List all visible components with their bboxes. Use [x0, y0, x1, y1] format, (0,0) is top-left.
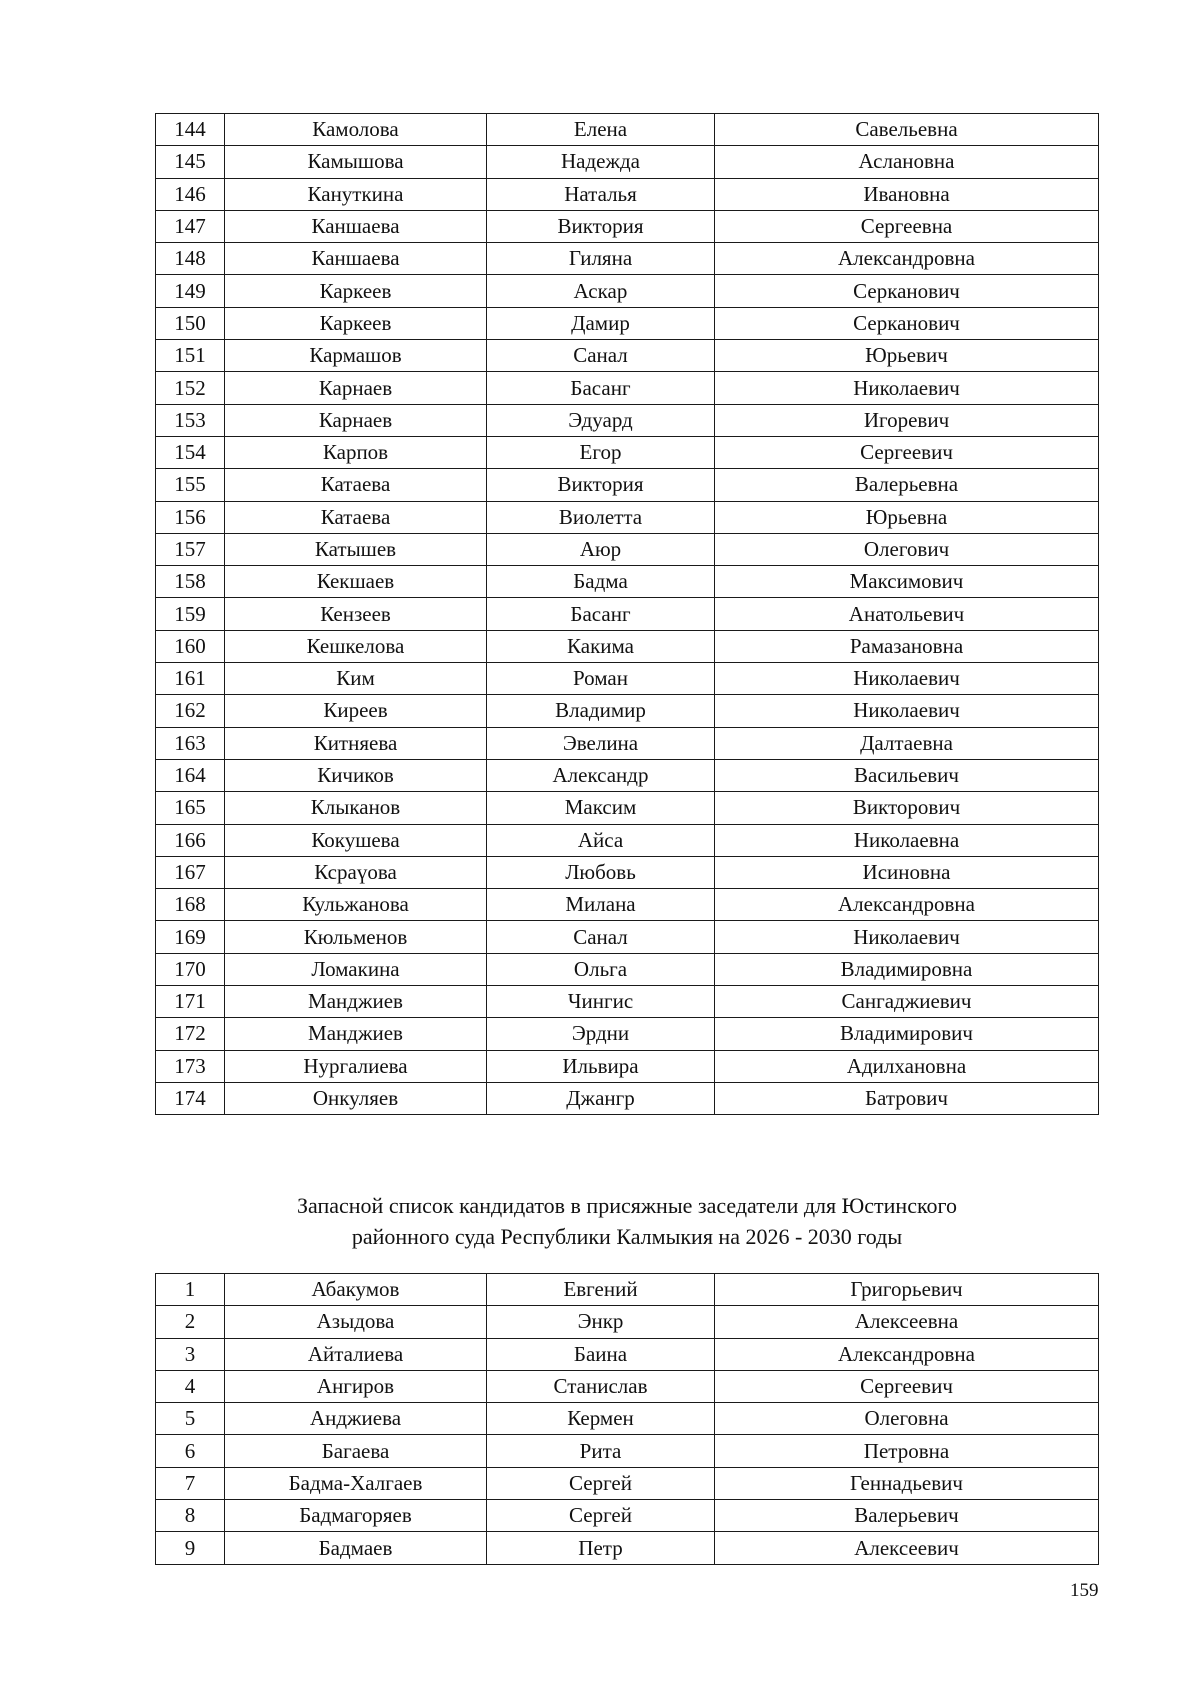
patronymic-cell: Адилхановна — [715, 1050, 1099, 1082]
first-name-cell: Аскар — [487, 275, 715, 307]
row-number-cell: 146 — [156, 178, 225, 210]
patronymic-cell: Николаевич — [715, 695, 1099, 727]
row-number-cell: 148 — [156, 243, 225, 275]
last-name-cell: Киреев — [225, 695, 487, 727]
table-row — [156, 1306, 1099, 1338]
first-name-cell: Дамир — [487, 307, 715, 339]
last-name-cell: Кекшаев — [225, 566, 487, 598]
last-name-cell: Катаева — [225, 469, 487, 501]
table-row — [156, 824, 1099, 856]
first-name-cell: Евгений — [487, 1274, 715, 1306]
row-number-cell: 6 — [156, 1435, 225, 1467]
table-row — [156, 1500, 1099, 1532]
row-number-cell: 158 — [156, 566, 225, 598]
patronymic-cell: Батрович — [715, 1082, 1099, 1114]
patronymic-cell: Серканович — [715, 307, 1099, 339]
row-number-cell: 172 — [156, 1018, 225, 1050]
table-row — [156, 501, 1099, 533]
patronymic-cell: Сангаджиевич — [715, 986, 1099, 1018]
last-name-cell: Кармашов — [225, 340, 487, 372]
first-name-cell: Баина — [487, 1338, 715, 1370]
first-name-cell: Наталья — [487, 178, 715, 210]
main-candidates-table — [155, 113, 1099, 1115]
table-row — [156, 792, 1099, 824]
last-name-cell: Кюльменов — [225, 921, 487, 953]
patronymic-cell: Сергеевич — [715, 436, 1099, 468]
row-number-cell: 168 — [156, 889, 225, 921]
patronymic-cell: Рамазановна — [715, 630, 1099, 662]
table-row — [156, 533, 1099, 565]
reserve-candidates-table — [155, 1273, 1099, 1565]
table-row — [156, 1274, 1099, 1306]
last-name-cell: Ксраүова — [225, 856, 487, 888]
row-number-cell: 167 — [156, 856, 225, 888]
last-name-cell: Ломакина — [225, 953, 487, 985]
patronymic-cell: Васильевич — [715, 759, 1099, 791]
first-name-cell: Сергей — [487, 1500, 715, 1532]
last-name-cell: Каншаева — [225, 210, 487, 242]
first-name-cell: Владимир — [487, 695, 715, 727]
row-number-cell: 156 — [156, 501, 225, 533]
table-row — [156, 1338, 1099, 1370]
last-name-cell: Абакумов — [225, 1274, 487, 1306]
patronymic-cell: Александровна — [715, 243, 1099, 275]
last-name-cell: Онкуляев — [225, 1082, 487, 1114]
patronymic-cell: Сергеевич — [715, 1370, 1099, 1402]
last-name-cell: Анджиева — [225, 1403, 487, 1435]
first-name-cell: Рита — [487, 1435, 715, 1467]
main-candidates-table-body — [156, 114, 1099, 1115]
last-name-cell: Каркеев — [225, 307, 487, 339]
last-name-cell: Азыдова — [225, 1306, 487, 1338]
first-name-cell: Роман — [487, 663, 715, 695]
first-name-cell: Надежда — [487, 146, 715, 178]
patronymic-cell: Николаевна — [715, 824, 1099, 856]
first-name-cell: Басанг — [487, 598, 715, 630]
table-row — [156, 856, 1099, 888]
row-number-cell: 150 — [156, 307, 225, 339]
row-number-cell: 157 — [156, 533, 225, 565]
row-number-cell: 164 — [156, 759, 225, 791]
first-name-cell: Гиляна — [487, 243, 715, 275]
first-name-cell: Сергей — [487, 1467, 715, 1499]
row-number-cell: 169 — [156, 921, 225, 953]
row-number-cell: 171 — [156, 986, 225, 1018]
first-name-cell: Санал — [487, 340, 715, 372]
patronymic-cell: Аслановна — [715, 146, 1099, 178]
last-name-cell: Карпов — [225, 436, 487, 468]
table-row — [156, 1467, 1099, 1499]
last-name-cell: Бадмагоряев — [225, 1500, 487, 1532]
table-row — [156, 598, 1099, 630]
row-number-cell: 160 — [156, 630, 225, 662]
table-row — [156, 695, 1099, 727]
row-number-cell: 155 — [156, 469, 225, 501]
table-row — [156, 114, 1099, 146]
first-name-cell: Александр — [487, 759, 715, 791]
last-name-cell: Камолова — [225, 114, 487, 146]
last-name-cell: Бадмаев — [225, 1532, 487, 1564]
patronymic-cell: Олегович — [715, 533, 1099, 565]
patronymic-cell: Викторович — [715, 792, 1099, 824]
row-number-cell: 2 — [156, 1306, 225, 1338]
patronymic-cell: Максимович — [715, 566, 1099, 598]
last-name-cell: Клыканов — [225, 792, 487, 824]
table-row — [156, 469, 1099, 501]
row-number-cell: 174 — [156, 1082, 225, 1114]
last-name-cell: Нургалиева — [225, 1050, 487, 1082]
last-name-cell: Карнаев — [225, 372, 487, 404]
row-number-cell: 161 — [156, 663, 225, 695]
last-name-cell: Кульжанова — [225, 889, 487, 921]
last-name-cell: Катаева — [225, 501, 487, 533]
first-name-cell: Бадма — [487, 566, 715, 598]
last-name-cell: Манджиев — [225, 1018, 487, 1050]
first-name-cell: Чингис — [487, 986, 715, 1018]
first-name-cell: Милана — [487, 889, 715, 921]
table-row — [156, 727, 1099, 759]
first-name-cell: Ольга — [487, 953, 715, 985]
first-name-cell: Эдуард — [487, 404, 715, 436]
first-name-cell: Ильвира — [487, 1050, 715, 1082]
first-name-cell: Кермен — [487, 1403, 715, 1435]
patronymic-cell: Олеговна — [715, 1403, 1099, 1435]
table-row — [156, 146, 1099, 178]
first-name-cell: Петр — [487, 1532, 715, 1564]
patronymic-cell: Савельевна — [715, 114, 1099, 146]
patronymic-cell: Юрьевич — [715, 340, 1099, 372]
first-name-cell: Егор — [487, 436, 715, 468]
table-row — [156, 1403, 1099, 1435]
table-row — [156, 404, 1099, 436]
patronymic-cell: Алексеевна — [715, 1306, 1099, 1338]
row-number-cell: 9 — [156, 1532, 225, 1564]
row-number-cell: 4 — [156, 1370, 225, 1402]
last-name-cell: Катышев — [225, 533, 487, 565]
patronymic-cell: Далтаевна — [715, 727, 1099, 759]
table-row — [156, 663, 1099, 695]
table-row — [156, 243, 1099, 275]
table-row — [156, 210, 1099, 242]
last-name-cell: Бадма-Халгаев — [225, 1467, 487, 1499]
patronymic-cell: Александровна — [715, 889, 1099, 921]
table-row — [156, 307, 1099, 339]
table-row — [156, 921, 1099, 953]
first-name-cell: Виолетта — [487, 501, 715, 533]
last-name-cell: Манджиев — [225, 986, 487, 1018]
row-number-cell: 152 — [156, 372, 225, 404]
last-name-cell: Багаева — [225, 1435, 487, 1467]
last-name-cell: Карнаев — [225, 404, 487, 436]
row-number-cell: 1 — [156, 1274, 225, 1306]
row-number-cell: 154 — [156, 436, 225, 468]
last-name-cell: Китняева — [225, 727, 487, 759]
first-name-cell: Виктория — [487, 210, 715, 242]
patronymic-cell: Николаевич — [715, 663, 1099, 695]
last-name-cell: Кануткина — [225, 178, 487, 210]
patronymic-cell: Исиновна — [715, 856, 1099, 888]
first-name-cell: Энкр — [487, 1306, 715, 1338]
patronymic-cell: Александровна — [715, 1338, 1099, 1370]
row-number-cell: 8 — [156, 1500, 225, 1532]
reserve-list-heading-line-2: районного суда Республики Калмыкия на 2026 - 2030 годы — [351, 1224, 903, 1249]
first-name-cell: Елена — [487, 114, 715, 146]
reserve-candidates-table-body — [156, 1274, 1099, 1565]
row-number-cell: 165 — [156, 792, 225, 824]
table-row — [156, 372, 1099, 404]
patronymic-cell: Анатольевич — [715, 598, 1099, 630]
row-number-cell: 173 — [156, 1050, 225, 1082]
page-number: 159 — [1070, 1580, 1099, 1601]
table-row — [156, 630, 1099, 662]
last-name-cell: Кичиков — [225, 759, 487, 791]
first-name-cell: Любовь — [487, 856, 715, 888]
last-name-cell: Каншаева — [225, 243, 487, 275]
patronymic-cell: Ивановна — [715, 178, 1099, 210]
patronymic-cell: Алексеевич — [715, 1532, 1099, 1564]
patronymic-cell: Николаевич — [715, 921, 1099, 953]
last-name-cell: Камышова — [225, 146, 487, 178]
table-row — [156, 1532, 1099, 1564]
last-name-cell: Каркеев — [225, 275, 487, 307]
patronymic-cell: Валерьевич — [715, 1500, 1099, 1532]
patronymic-cell: Петровна — [715, 1435, 1099, 1467]
table-row — [156, 1050, 1099, 1082]
last-name-cell: Ким — [225, 663, 487, 695]
table-row — [156, 178, 1099, 210]
last-name-cell: Кензеев — [225, 598, 487, 630]
first-name-cell: Станислав — [487, 1370, 715, 1402]
row-number-cell: 159 — [156, 598, 225, 630]
last-name-cell: Ангиров — [225, 1370, 487, 1402]
patronymic-cell: Владимировна — [715, 953, 1099, 985]
row-number-cell: 149 — [156, 275, 225, 307]
reserve-list-heading-line-1: Запасной список кандидатов в присяжные заседатели для Юстинского — [296, 1193, 958, 1218]
patronymic-cell: Сергеевна — [715, 210, 1099, 242]
table-row — [156, 1435, 1099, 1467]
last-name-cell: Кокушева — [225, 824, 487, 856]
table-row — [156, 986, 1099, 1018]
row-number-cell: 147 — [156, 210, 225, 242]
first-name-cell: Айса — [487, 824, 715, 856]
table-row — [156, 953, 1099, 985]
table-row — [156, 566, 1099, 598]
table-row — [156, 340, 1099, 372]
first-name-cell: Максим — [487, 792, 715, 824]
patronymic-cell: Игоревич — [715, 404, 1099, 436]
row-number-cell: 162 — [156, 695, 225, 727]
table-row — [156, 759, 1099, 791]
table-row — [156, 436, 1099, 468]
row-number-cell: 145 — [156, 146, 225, 178]
table-row — [156, 275, 1099, 307]
row-number-cell: 170 — [156, 953, 225, 985]
row-number-cell: 153 — [156, 404, 225, 436]
first-name-cell: Эвелина — [487, 727, 715, 759]
last-name-cell: Айталиева — [225, 1338, 487, 1370]
first-name-cell: Санал — [487, 921, 715, 953]
first-name-cell: Джангр — [487, 1082, 715, 1114]
row-number-cell: 7 — [156, 1467, 225, 1499]
table-row — [156, 1082, 1099, 1114]
patronymic-cell: Геннадьевич — [715, 1467, 1099, 1499]
reserve-list-heading — [155, 1190, 1099, 1252]
row-number-cell: 144 — [156, 114, 225, 146]
table-row — [156, 1018, 1099, 1050]
patronymic-cell: Серканович — [715, 275, 1099, 307]
table-row — [156, 1370, 1099, 1402]
row-number-cell: 3 — [156, 1338, 225, 1370]
row-number-cell: 151 — [156, 340, 225, 372]
last-name-cell: Кешкелова — [225, 630, 487, 662]
first-name-cell: Виктория — [487, 469, 715, 501]
patronymic-cell: Владимирович — [715, 1018, 1099, 1050]
row-number-cell: 5 — [156, 1403, 225, 1435]
patronymic-cell: Николаевич — [715, 372, 1099, 404]
row-number-cell: 163 — [156, 727, 225, 759]
patronymic-cell: Валерьевна — [715, 469, 1099, 501]
patronymic-cell: Юрьевна — [715, 501, 1099, 533]
first-name-cell: Какима — [487, 630, 715, 662]
first-name-cell: Эрдни — [487, 1018, 715, 1050]
patronymic-cell: Григорьевич — [715, 1274, 1099, 1306]
row-number-cell: 166 — [156, 824, 225, 856]
first-name-cell: Аюр — [487, 533, 715, 565]
first-name-cell: Басанг — [487, 372, 715, 404]
table-row — [156, 889, 1099, 921]
